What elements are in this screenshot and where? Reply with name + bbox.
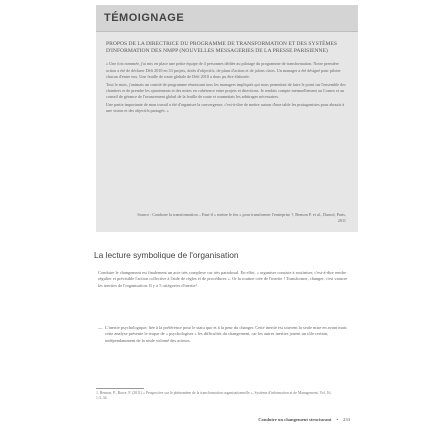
testimony-body <box>106 61 348 114</box>
testimony-paragraph: « Une fois nommée, j'ai mis en place une petite équipe de 4 personnes dédiée au pilotage du programme de transformation. Notre première action a été de déclarer Défi 2010 en 33 projets, dotés d'objectifs, de plans d'action et de jalons clairs. Un manager a été désigné pour piloter chacun d'entre eux. Une feuille de route globale de Défi 2010 a donc pu être élaborée. <box>106 61 341 79</box>
testimony-header <box>96 5 358 32</box>
bullet-dash-icon: — <box>98 325 103 330</box>
footnote: 1. Benson, P., Rowe, F. (2011) « Perspective sur le phénomène de la transformation organisationnelle », Système d'information et de Management, Vol. 16, 1:3–34. <box>96 391 332 401</box>
testimony-title: TÉMOIGNAGE <box>104 12 185 24</box>
testimony-source: Source : Conduire la transformation – Faut-il « mettre le feu » pour transformer l'entreprise ?, Benson P. et al., Dunod, Paris, 2011 <box>137 211 346 223</box>
page-number: 233 <box>343 417 350 422</box>
footer-separator: • <box>336 417 339 422</box>
running-footer <box>238 417 350 422</box>
body-paragraph: Conduire le changement est finalement un acte très complexe car très paradoxal. En effet, « organiser consiste à routiniser, c'est-à-dire rendre régulier et prévisible l'action collective à l'aide de règles et de procédures ». Or la routine crée de l'inertie ! Transformer, changer, c'est vaincre les inerties de l'organisation. Il y a 5 catégories d'inertie¹. <box>98 270 348 288</box>
bullet-item <box>98 325 350 344</box>
testimony-paragraph: Une partie importante de mon travail a été d'organiser la convergence, c'est-à-dire de mettre autour d'une table les protagonistes pour aboutir à une vision et des objectifs partagés. » <box>106 101 345 114</box>
testimony-box <box>96 5 358 232</box>
bullet-text: L'inertie psychologique, liée à la préférence pour le statu quo et à la peur du changer. Cette inertie est souvent la seule mise en avant mais cette analyse présente le risque de « psychologiser » les difficultés du changement, car les autres inerties jouent un rôle certain, indépendamment de la seule volonté des acteurs. <box>105 325 347 343</box>
testimony-intro: PROPOS DE LA DIRECTRICE DU PROGRAMME DE TRANSFORMATION ET DES SYSTÈMES D'INFORMATION DES NMPP (NOUVELLES MESSAGERIES DE LA PRESSE PARISIENNE) <box>106 41 338 55</box>
footer-title: Conduire un changement structurant <box>258 417 332 422</box>
footnote-divider <box>96 388 144 389</box>
testimony-paragraph: Tout le mois, j'animais un comité de programme réunissant tous les managers impliqués qui nous permettait de faire le point sur l'ensemble des chantiers et de prendre les ajustements et des mises en cohérence entre projets et directions. Je rendais compte mensuellement au Comex et au conseil de gérance de l'avancement global de la feuille de route et soumettais les arbitrages nécessaires. <box>106 81 346 99</box>
section-heading: La lecture symbolique de l'organisation <box>94 250 239 260</box>
